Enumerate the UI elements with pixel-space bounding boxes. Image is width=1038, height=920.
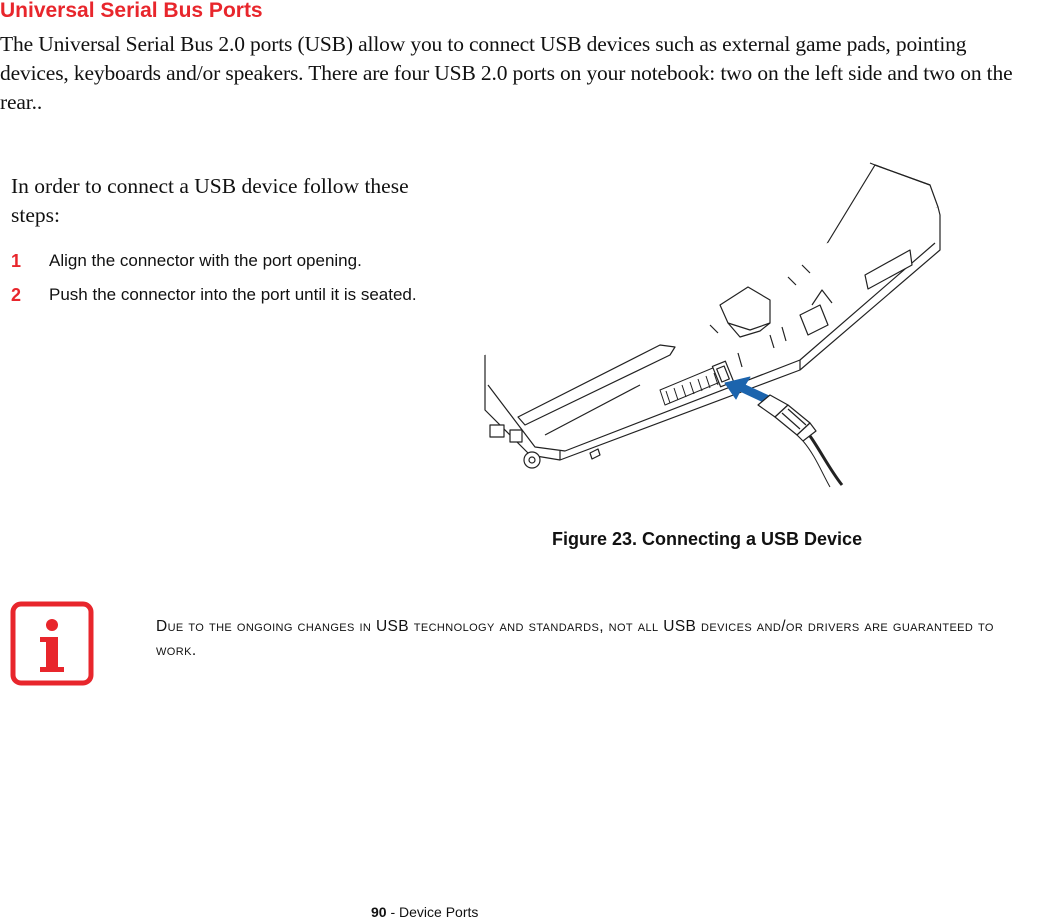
laptop-base — [485, 207, 940, 468]
info-icon — [10, 601, 94, 686]
figure-caption: Figure 23. Connecting a USB Device — [552, 529, 863, 549]
usb-connection-illustration — [470, 155, 950, 495]
usb-cable — [810, 436, 842, 485]
step-2 — [11, 283, 441, 307]
footer-section: - Device Ports — [386, 904, 479, 920]
steps-intro: In order to connect a USB device follow these steps: — [11, 174, 409, 227]
note-text: Due to the ongoing changes in USB technology and standards, not all USB devices and/or drivers are guaranteed to work. — [156, 618, 994, 659]
intro-paragraph: The Universal Serial Bus 2.0 ports (USB) allow you to connect USB devices such as external game pads, pointing devices, keyboards and/or speakers. There are four USB 2.0 ports on your notebook: two on the left side and two on the rear.. — [0, 32, 1013, 114]
step-number: 2 — [11, 285, 22, 305]
step-1 — [11, 249, 441, 273]
step-text: Align the connector with the port opening. — [49, 251, 362, 270]
page-number: 90 — [371, 904, 387, 920]
section-title: Universal Serial Bus Ports — [0, 0, 263, 22]
step-text: Push the connector into the port until it is seated. — [49, 285, 417, 304]
usb-plug — [758, 395, 816, 441]
step-number: 1 — [11, 251, 22, 271]
